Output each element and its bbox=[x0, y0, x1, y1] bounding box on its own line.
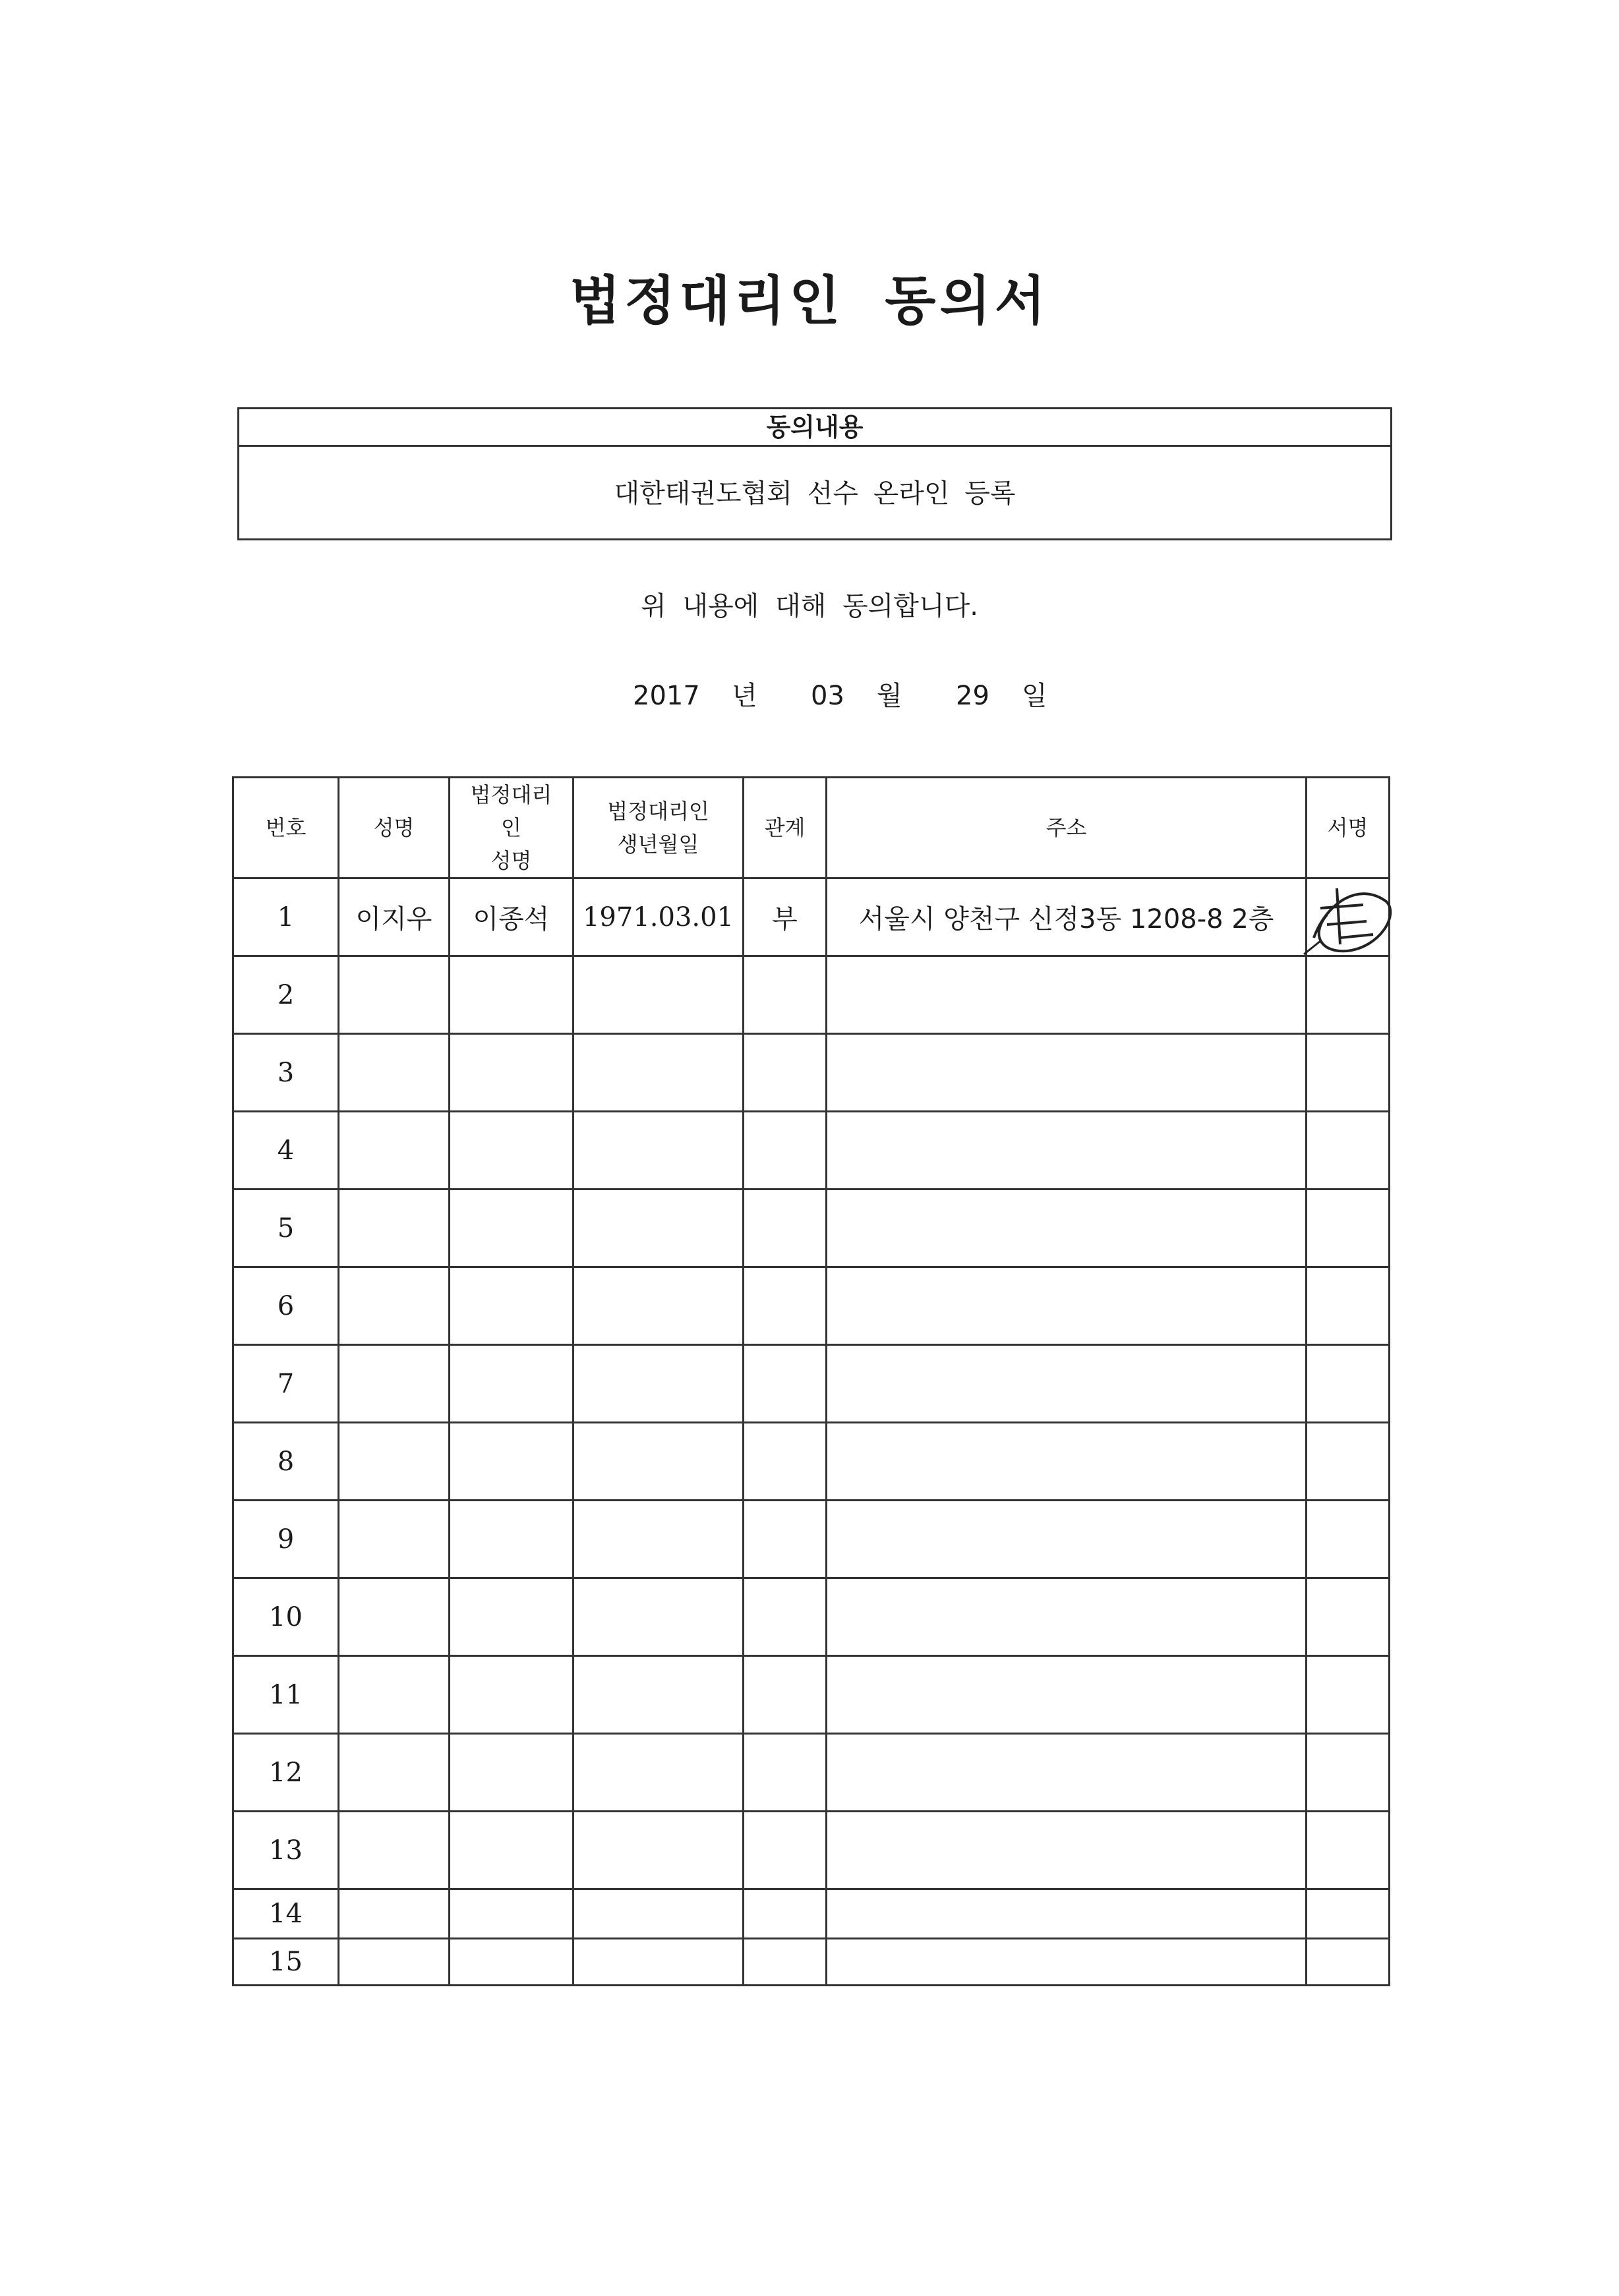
consent-header: 동의내용 bbox=[239, 409, 1390, 447]
date-month-unit: 월 bbox=[877, 681, 902, 711]
table-row bbox=[233, 1939, 1390, 1986]
consent-box bbox=[237, 407, 1392, 540]
cell-no: 14 bbox=[233, 1889, 339, 1939]
cell-name: 이지우 bbox=[339, 878, 450, 956]
header-guardian-name-line2: 인 bbox=[501, 815, 521, 840]
table-row bbox=[233, 1267, 1390, 1345]
header-name: 성명 bbox=[339, 778, 450, 878]
date-line bbox=[633, 675, 1047, 712]
cell-signature bbox=[1307, 878, 1390, 956]
guardian-table bbox=[232, 776, 1390, 1986]
cell-no: 13 bbox=[233, 1812, 339, 1889]
date-year-unit: 년 bbox=[732, 681, 757, 711]
cell-relation: 부 bbox=[744, 878, 827, 956]
cell-no: 7 bbox=[233, 1345, 339, 1423]
header-guardian-birth-line2: 생년월일 bbox=[617, 832, 699, 857]
header-guardian-name-line3: 성명 bbox=[490, 848, 532, 873]
table-header-row bbox=[233, 778, 1390, 878]
header-address: 주소 bbox=[827, 778, 1307, 878]
table-row bbox=[233, 1034, 1390, 1112]
cell-no: 15 bbox=[233, 1939, 339, 1986]
table-row bbox=[233, 1501, 1390, 1578]
table-row bbox=[233, 1734, 1390, 1812]
header-guardian-name-line1: 법정대리 bbox=[470, 782, 552, 807]
header-guardian-birth bbox=[574, 778, 744, 878]
date-month: 03 bbox=[811, 681, 844, 711]
cell-no: 10 bbox=[233, 1578, 339, 1656]
table-row bbox=[233, 1423, 1390, 1501]
table-row bbox=[233, 1112, 1390, 1190]
table-row bbox=[233, 1190, 1390, 1267]
cell-guardian-birth: 1971.03.01 bbox=[574, 878, 744, 956]
header-relation: 관계 bbox=[744, 778, 827, 878]
header-signature: 서명 bbox=[1307, 778, 1390, 878]
cell-no: 1 bbox=[233, 878, 339, 956]
header-guardian-name bbox=[450, 778, 574, 878]
table-row bbox=[233, 1345, 1390, 1423]
date-day: 29 bbox=[956, 681, 989, 711]
cell-guardian-name: 이종석 bbox=[450, 878, 574, 956]
cell-no: 11 bbox=[233, 1656, 339, 1734]
cell-no: 4 bbox=[233, 1112, 339, 1190]
table-row bbox=[233, 878, 1390, 956]
header-guardian-birth-line1: 법정대리인 bbox=[607, 799, 709, 824]
cell-no: 12 bbox=[233, 1734, 339, 1812]
table-row bbox=[233, 956, 1390, 1034]
agree-statement: 위 내용에 대해 동의합니다. bbox=[641, 591, 978, 621]
header-no: 번호 bbox=[233, 778, 339, 878]
cell-no: 9 bbox=[233, 1501, 339, 1578]
date-year: 2017 bbox=[633, 681, 700, 711]
cell-no: 2 bbox=[233, 956, 339, 1034]
table-row bbox=[233, 1656, 1390, 1734]
consent-body: 대한태권도협회 선수 온라인 등록 bbox=[614, 478, 1016, 509]
cell-no: 3 bbox=[233, 1034, 339, 1112]
cell-no: 5 bbox=[233, 1190, 339, 1267]
table-row bbox=[233, 1812, 1390, 1889]
table-row bbox=[233, 1889, 1390, 1939]
cell-no: 6 bbox=[233, 1267, 339, 1345]
page-title: 법정대리인 동의서 bbox=[569, 270, 1050, 331]
date-day-unit: 일 bbox=[1022, 681, 1047, 711]
signature-mark bbox=[1301, 875, 1399, 961]
table-row bbox=[233, 1578, 1390, 1656]
cell-no: 8 bbox=[233, 1423, 339, 1501]
cell-address: 서울시 양천구 신정3동 1208-8 2층 bbox=[827, 878, 1307, 956]
